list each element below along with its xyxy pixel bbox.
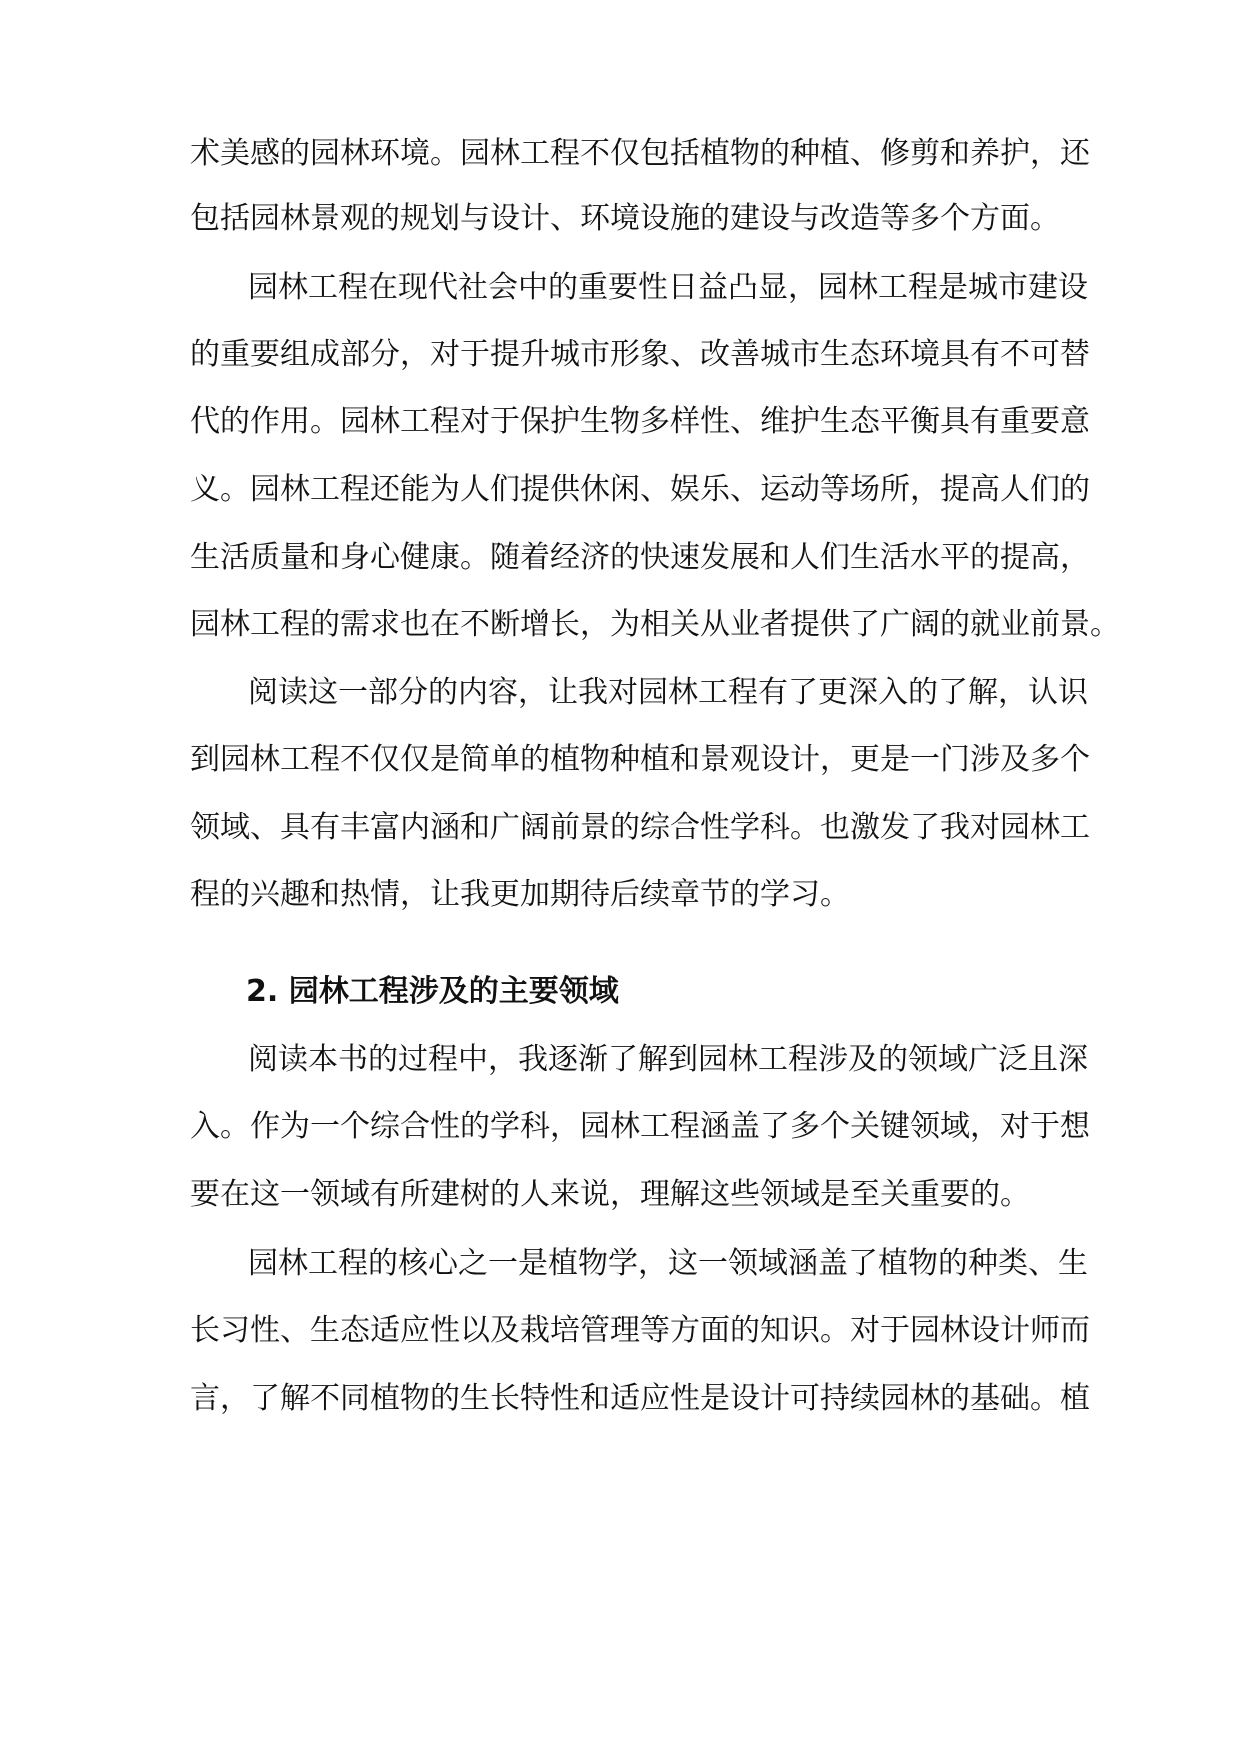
paragraph-2-line-1: 园林工程在现代社会中的重要性日益凸显，园林工程是城市建设: [248, 270, 1088, 305]
paragraph-2-line-2: 的重要组成部分，对于提升城市形象、改善城市生态环境具有不可替: [190, 337, 1090, 372]
paragraph-2-line-3: 代的作用。园林工程对于保护生物多样性、维护生态平衡具有重要意: [190, 404, 1090, 439]
paragraph-1-line-1: 术美感的园林环境。园林工程不仅包括植物的种植、修剪和养护，还: [190, 136, 1090, 171]
paragraph-1-line-2: 包括园林景观的规划与设计、环境设施的建设与改造等多个方面。: [190, 201, 1060, 236]
section-heading: 2. 园林工程涉及的主要领域: [246, 974, 619, 1009]
section-paragraph-2-line-3: 言，了解不同植物的生长特性和适应性是设计可持续园林的基础。植: [190, 1381, 1090, 1416]
section-paragraph-1-line-2: 入。作为一个综合性的学科，园林工程涵盖了多个关键领域，对于想: [190, 1109, 1090, 1144]
section-paragraph-1-line-1: 阅读本书的过程中，我逐渐了解到园林工程涉及的领域广泛且深: [248, 1042, 1088, 1077]
section-paragraph-2-line-1: 园林工程的核心之一是植物学，这一领域涵盖了植物的种类、生: [248, 1246, 1088, 1281]
paragraph-3-line-3: 领域、具有丰富内涵和广阔前景的综合性学科。也激发了我对园林工: [190, 810, 1090, 845]
paragraph-3-line-4: 程的兴趣和热情，让我更加期待后续章节的学习。: [190, 877, 850, 912]
paragraph-2-line-5: 生活质量和身心健康。随着经济的快速发展和人们生活水平的提高，: [190, 540, 1090, 575]
section-paragraph-2-line-2: 长习性、生态适应性以及栽培管理等方面的知识。对于园林设计师而: [190, 1313, 1090, 1348]
section-paragraph-1-line-3: 要在这一领域有所建树的人来说，理解这些领域是至关重要的。: [190, 1177, 1030, 1212]
paragraph-2-line-6: 园林工程的需求也在不断增长，为相关从业者提供了广阔的就业前景。: [190, 607, 1120, 642]
paragraph-3-line-1: 阅读这一部分的内容，让我对园林工程有了更深入的了解，认识: [248, 675, 1088, 710]
paragraph-3-line-2: 到园林工程不仅仅是简单的植物种植和景观设计，更是一门涉及多个: [190, 742, 1090, 777]
paragraph-2-line-4: 义。园林工程还能为人们提供休闲、娱乐、运动等场所，提高人们的: [190, 472, 1090, 507]
